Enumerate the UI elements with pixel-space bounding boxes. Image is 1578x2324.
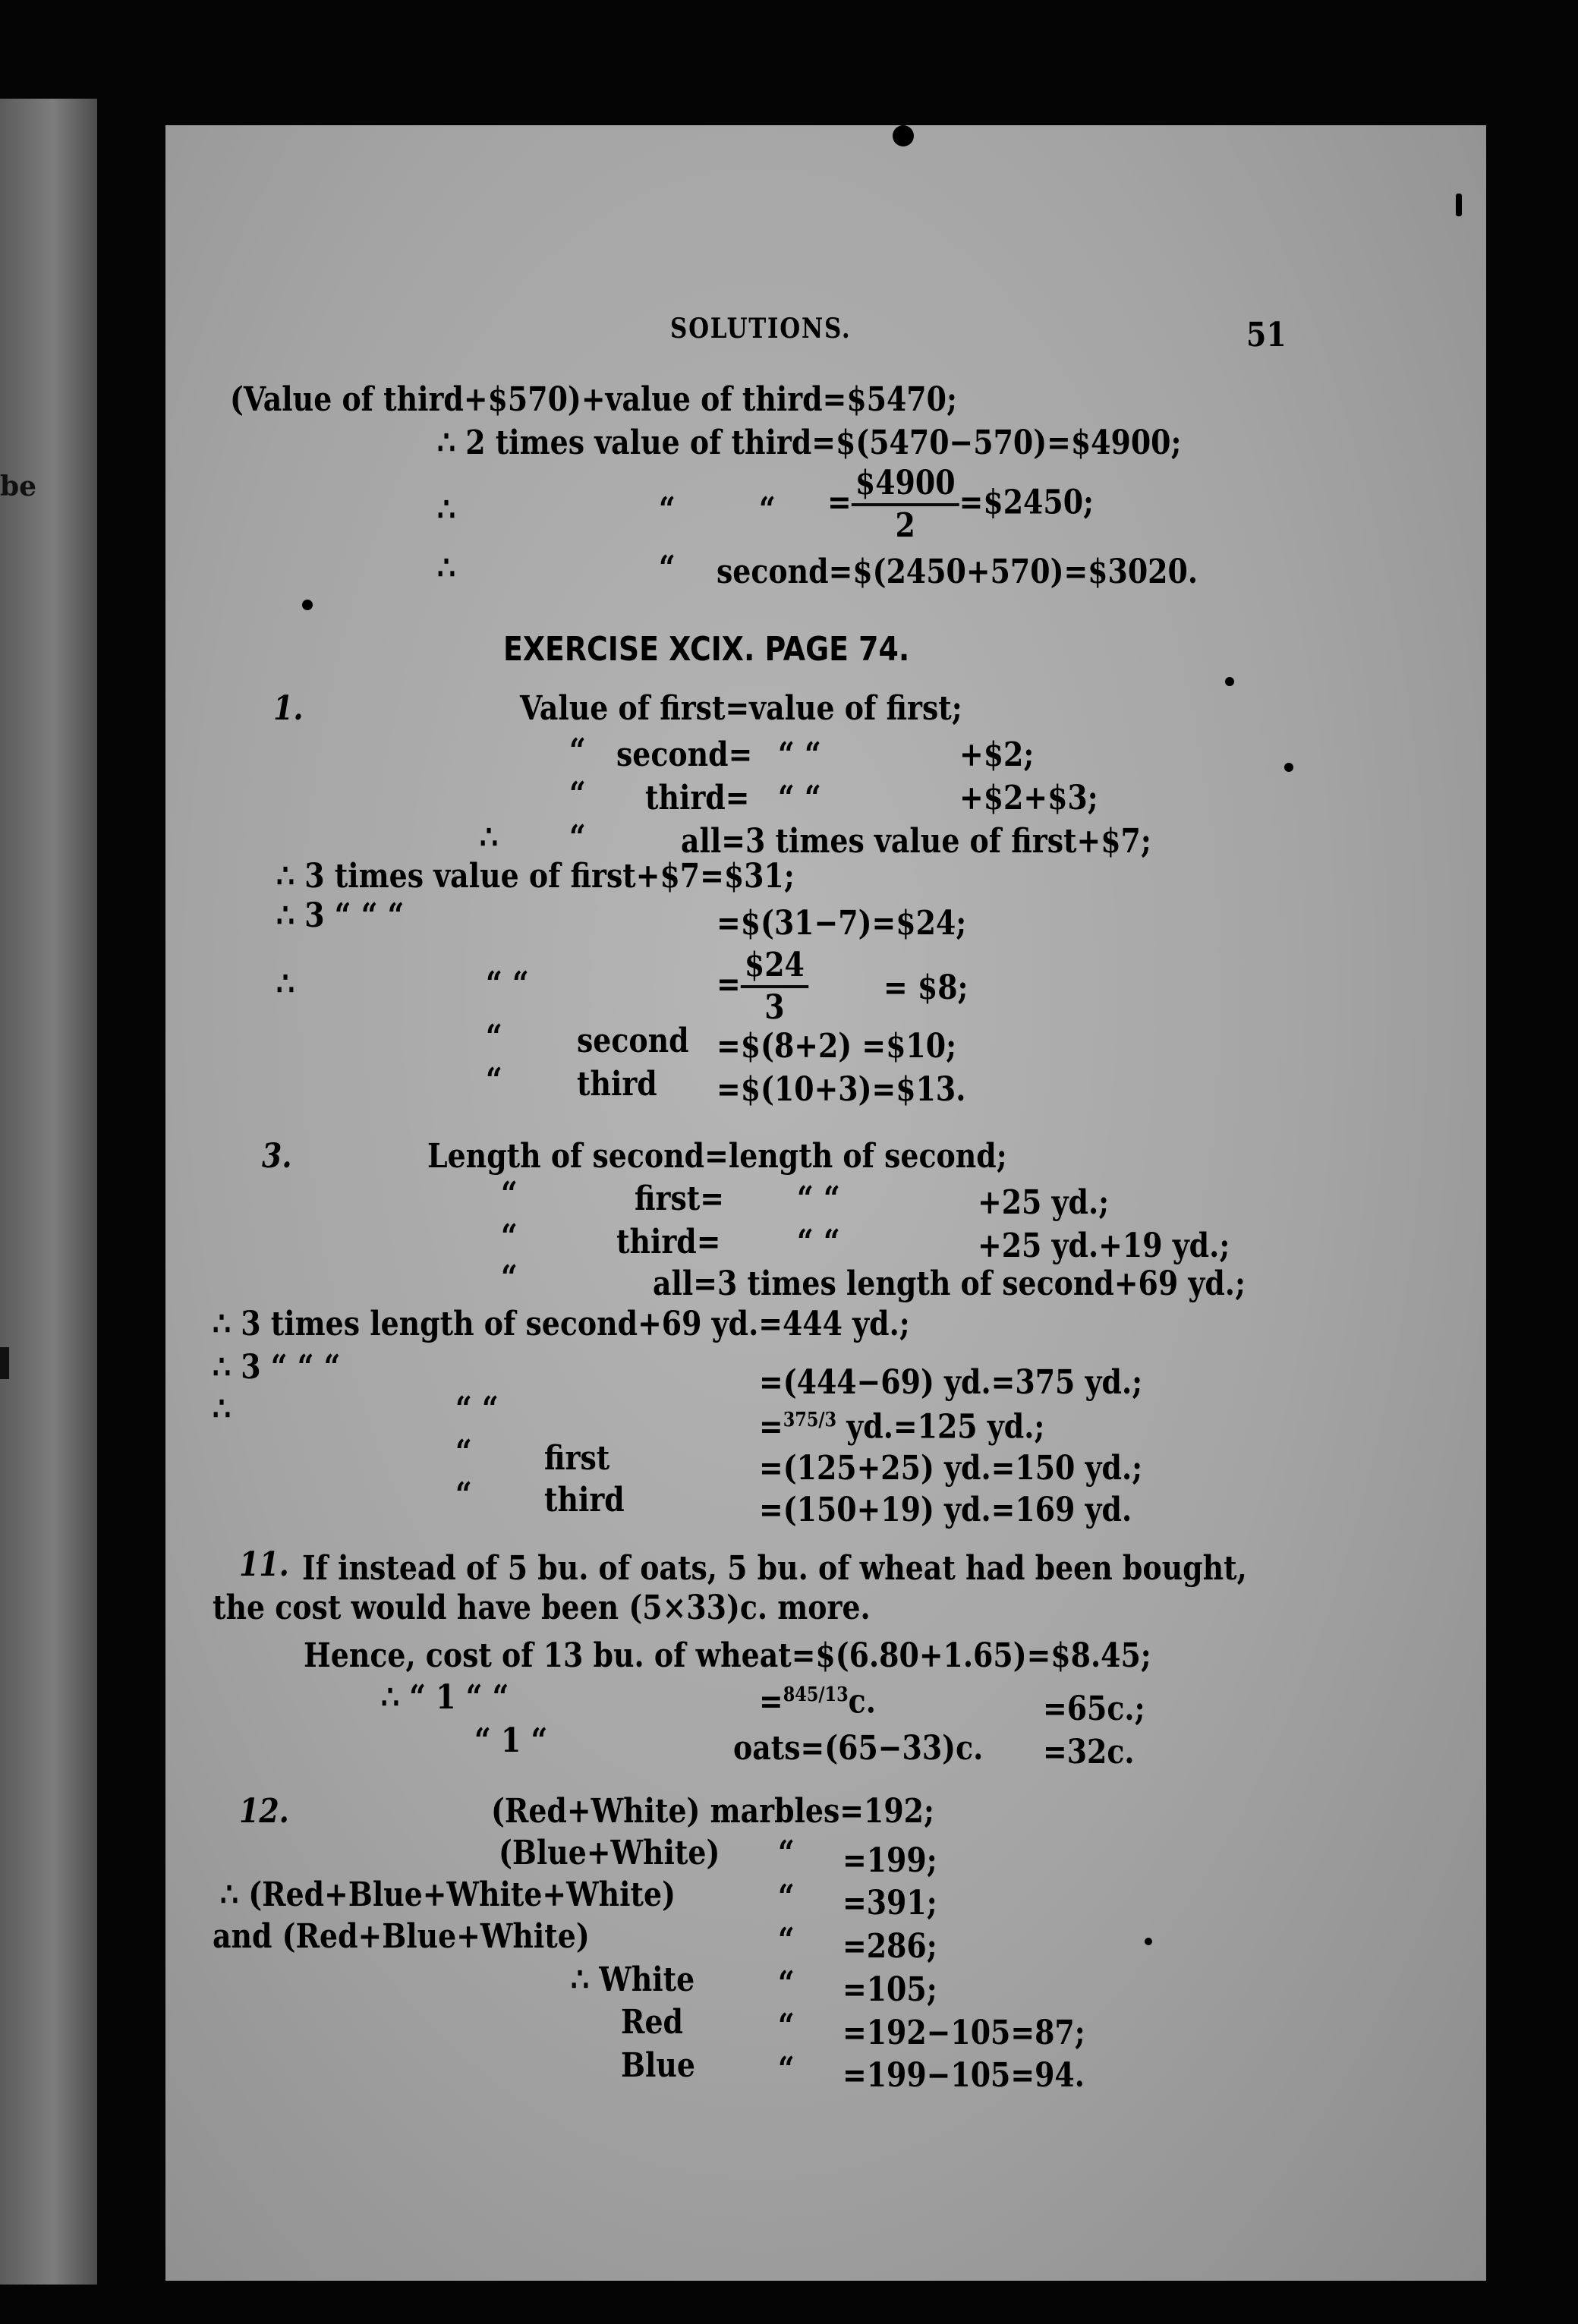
inline-fraction: 845/13	[783, 1683, 849, 1706]
ditto-mark: “	[455, 1475, 472, 1514]
p1-line-f-left: ∴ 3 “ “ “	[276, 896, 405, 935]
ink-dot	[1284, 763, 1293, 772]
p11-line-3: Hence, cost of 13 bu. of wheat=$(6.80+1.65)=$8.45;	[304, 1636, 1151, 1675]
p12-line-3-right: =391;	[843, 1884, 937, 1922]
p1-line-i-right: =$(10+3)=$13.	[717, 1070, 966, 1109]
ditto-mark: “	[778, 1878, 795, 1916]
p11-line-1: If instead of 5 bu. of oats, 5 bu. of wheat had been bought,	[302, 1549, 1247, 1588]
facing-page-edge	[0, 99, 97, 2285]
facing-page-mark	[0, 1347, 9, 1379]
problem-number: 11.	[239, 1545, 289, 1584]
ditto-mark: “	[569, 732, 586, 770]
ditto-marks: “ “	[797, 1223, 840, 1261]
therefore-symbol: ∴	[437, 549, 456, 587]
ditto-mark: “	[501, 1175, 518, 1214]
p11-line-5-left: “ 1 “	[474, 1721, 548, 1760]
p3-line-h-right: =(125+25) yd.=150 yd.;	[759, 1449, 1143, 1488]
fraction	[741, 946, 808, 1027]
fraction-expression	[759, 1682, 876, 1721]
p12-line-2-left: (Blue+White)	[499, 1834, 720, 1872]
ink-dot	[1145, 1938, 1152, 1945]
p12-line-5-left: ∴ White	[571, 1960, 695, 1999]
ditto-mark: “	[486, 1061, 502, 1100]
p1-label-third: third	[577, 1065, 657, 1104]
ditto-marks: “ “	[778, 735, 821, 774]
therefore-symbol: ∴	[213, 1390, 232, 1428]
fraction-numerator: $24	[741, 949, 808, 988]
equals-sign: =	[759, 1407, 783, 1447]
therefore-symbol: ∴	[437, 490, 456, 529]
fraction-denominator: 3	[764, 988, 785, 1027]
p12-line-5-right: =105;	[843, 1970, 937, 2009]
p12-line-1: (Red+White) marbles=192;	[491, 1792, 934, 1831]
p3-label-first: first=	[635, 1179, 724, 1218]
p12-line-6-left: Red	[621, 2003, 683, 2042]
fraction-result: =$2450;	[959, 483, 1095, 522]
problem-number: 1.	[273, 689, 304, 728]
ditto-mark: “	[486, 1018, 502, 1057]
p1-line-a: Value of first=value of first;	[520, 689, 962, 728]
equals-sign: =	[717, 965, 741, 1004]
p11-line-2: the cost would have been (5×33)c. more.	[213, 1589, 871, 1627]
ditto-mark: “	[659, 549, 676, 587]
p12-line-3-left: ∴ (Red+Blue+White+White)	[220, 1875, 676, 1914]
top-line-4: second=$(2450+570)=$3020.	[717, 553, 1198, 591]
p3-value-third: +25 yd.+19 yd.;	[978, 1227, 1230, 1265]
ink-dot	[302, 600, 313, 610]
ditto-mark: “	[501, 1217, 518, 1256]
p12-line-6-right: =192−105=87;	[843, 2014, 1085, 2052]
ink-spot	[893, 125, 914, 146]
p1-line-f-right: =$(31−7)=$24;	[717, 904, 967, 943]
p1-value-third: +$2+$3;	[959, 779, 1098, 817]
p11-line-5-mid: oats=(65−33)c.	[733, 1729, 984, 1768]
p1-line-e: ∴ 3 times value of first+$7=$31;	[276, 857, 795, 896]
fraction-expression	[717, 946, 808, 1027]
inline-fraction: 375/3	[783, 1409, 837, 1431]
p1-label-second: second=	[616, 735, 753, 774]
ditto-marks: “ “	[455, 1390, 499, 1428]
problem-number: 3.	[262, 1137, 292, 1176]
ditto-mark: “	[759, 490, 776, 529]
ditto-marks: “ “	[486, 965, 529, 1003]
p1-value-second: +$2;	[959, 735, 1035, 774]
ditto-mark: “	[778, 1964, 795, 2003]
problem-number: 12.	[239, 1792, 289, 1831]
ink-dot	[1225, 677, 1234, 686]
exercise-heading: EXERCISE XCIX. PAGE 74.	[503, 630, 910, 669]
p12-line-2-right: =199;	[843, 1841, 937, 1880]
p11-line-4-right: =65c.;	[1043, 1689, 1145, 1728]
running-title: SOLUTIONS.	[670, 313, 852, 345]
p3-value-first: +25 yd.;	[978, 1183, 1110, 1222]
p12-line-4-left: and (Red+Blue+White)	[213, 1917, 590, 1956]
p3-label-third: third=	[616, 1223, 721, 1261]
ditto-mark: “	[501, 1258, 518, 1297]
p3-label-third: third	[544, 1481, 625, 1519]
p1-line-d: all=3 times value of first+$7;	[681, 822, 1151, 861]
fraction-result: yd.=125 yd.;	[846, 1407, 1045, 1447]
ditto-mark: “	[778, 1834, 795, 1872]
therefore-symbol: ∴	[276, 965, 295, 1003]
p1-label-second: second	[577, 1022, 689, 1060]
fraction-expression	[759, 1407, 1045, 1447]
fraction-denominator: 2	[895, 506, 915, 545]
therefore-symbol: ∴	[480, 818, 499, 857]
p1-label-third: third=	[645, 779, 750, 817]
page-number: 51	[1246, 316, 1287, 354]
ditto-mark: “	[778, 2050, 795, 2089]
ink-mark	[1456, 194, 1462, 216]
top-line-2: ∴ 2 times value of third=$(5470−570)=$4900;	[437, 424, 1182, 462]
p3-line-d: all=3 times length of second+69 yd.;	[653, 1264, 1246, 1303]
p12-line-7-left: Blue	[621, 2046, 695, 2085]
p1-line-h-right: =$(8+2) =$10;	[717, 1027, 957, 1066]
ditto-marks: “ “	[778, 779, 821, 817]
top-line-1: (Value of third+$570)+value of third=$5470;	[230, 380, 957, 419]
p3-line-a: Length of second=length of second;	[427, 1137, 1007, 1176]
fraction-numerator: $4900	[852, 467, 959, 506]
ditto-mark: “	[778, 2007, 795, 2045]
p11-line-5-right: =32c.	[1043, 1733, 1135, 1771]
ditto-mark: “	[455, 1433, 472, 1472]
p12-line-4-right: =286;	[843, 1927, 937, 1966]
p3-line-f-right: =(444−69) yd.=375 yd.;	[759, 1363, 1143, 1402]
fraction-result: = $8;	[883, 968, 969, 1007]
p3-line-i-right: =(150+19) yd.=169 yd.	[759, 1491, 1132, 1529]
p11-line-4-left: ∴ “ 1 “ “	[381, 1678, 509, 1717]
ditto-marks: “ “	[797, 1179, 840, 1218]
fraction	[852, 464, 959, 545]
unit-label: c.	[848, 1682, 876, 1721]
ditto-mark: “	[569, 775, 586, 814]
equals-sign: =	[827, 483, 852, 522]
ditto-mark: “	[659, 490, 676, 529]
ditto-mark: “	[569, 818, 586, 857]
p12-line-7-right: =199−105=94.	[843, 2056, 1085, 2095]
ditto-mark: “	[778, 1921, 795, 1960]
facing-page-fragment: be	[0, 471, 37, 502]
equals-sign: =	[759, 1682, 783, 1721]
p3-label-first: first	[544, 1439, 610, 1478]
p3-line-f-left: ∴ 3 “ “ “	[213, 1348, 341, 1387]
p3-line-e: ∴ 3 times length of second+69 yd.=444 yd.;	[213, 1305, 910, 1343]
fraction-expression	[827, 464, 1095, 545]
